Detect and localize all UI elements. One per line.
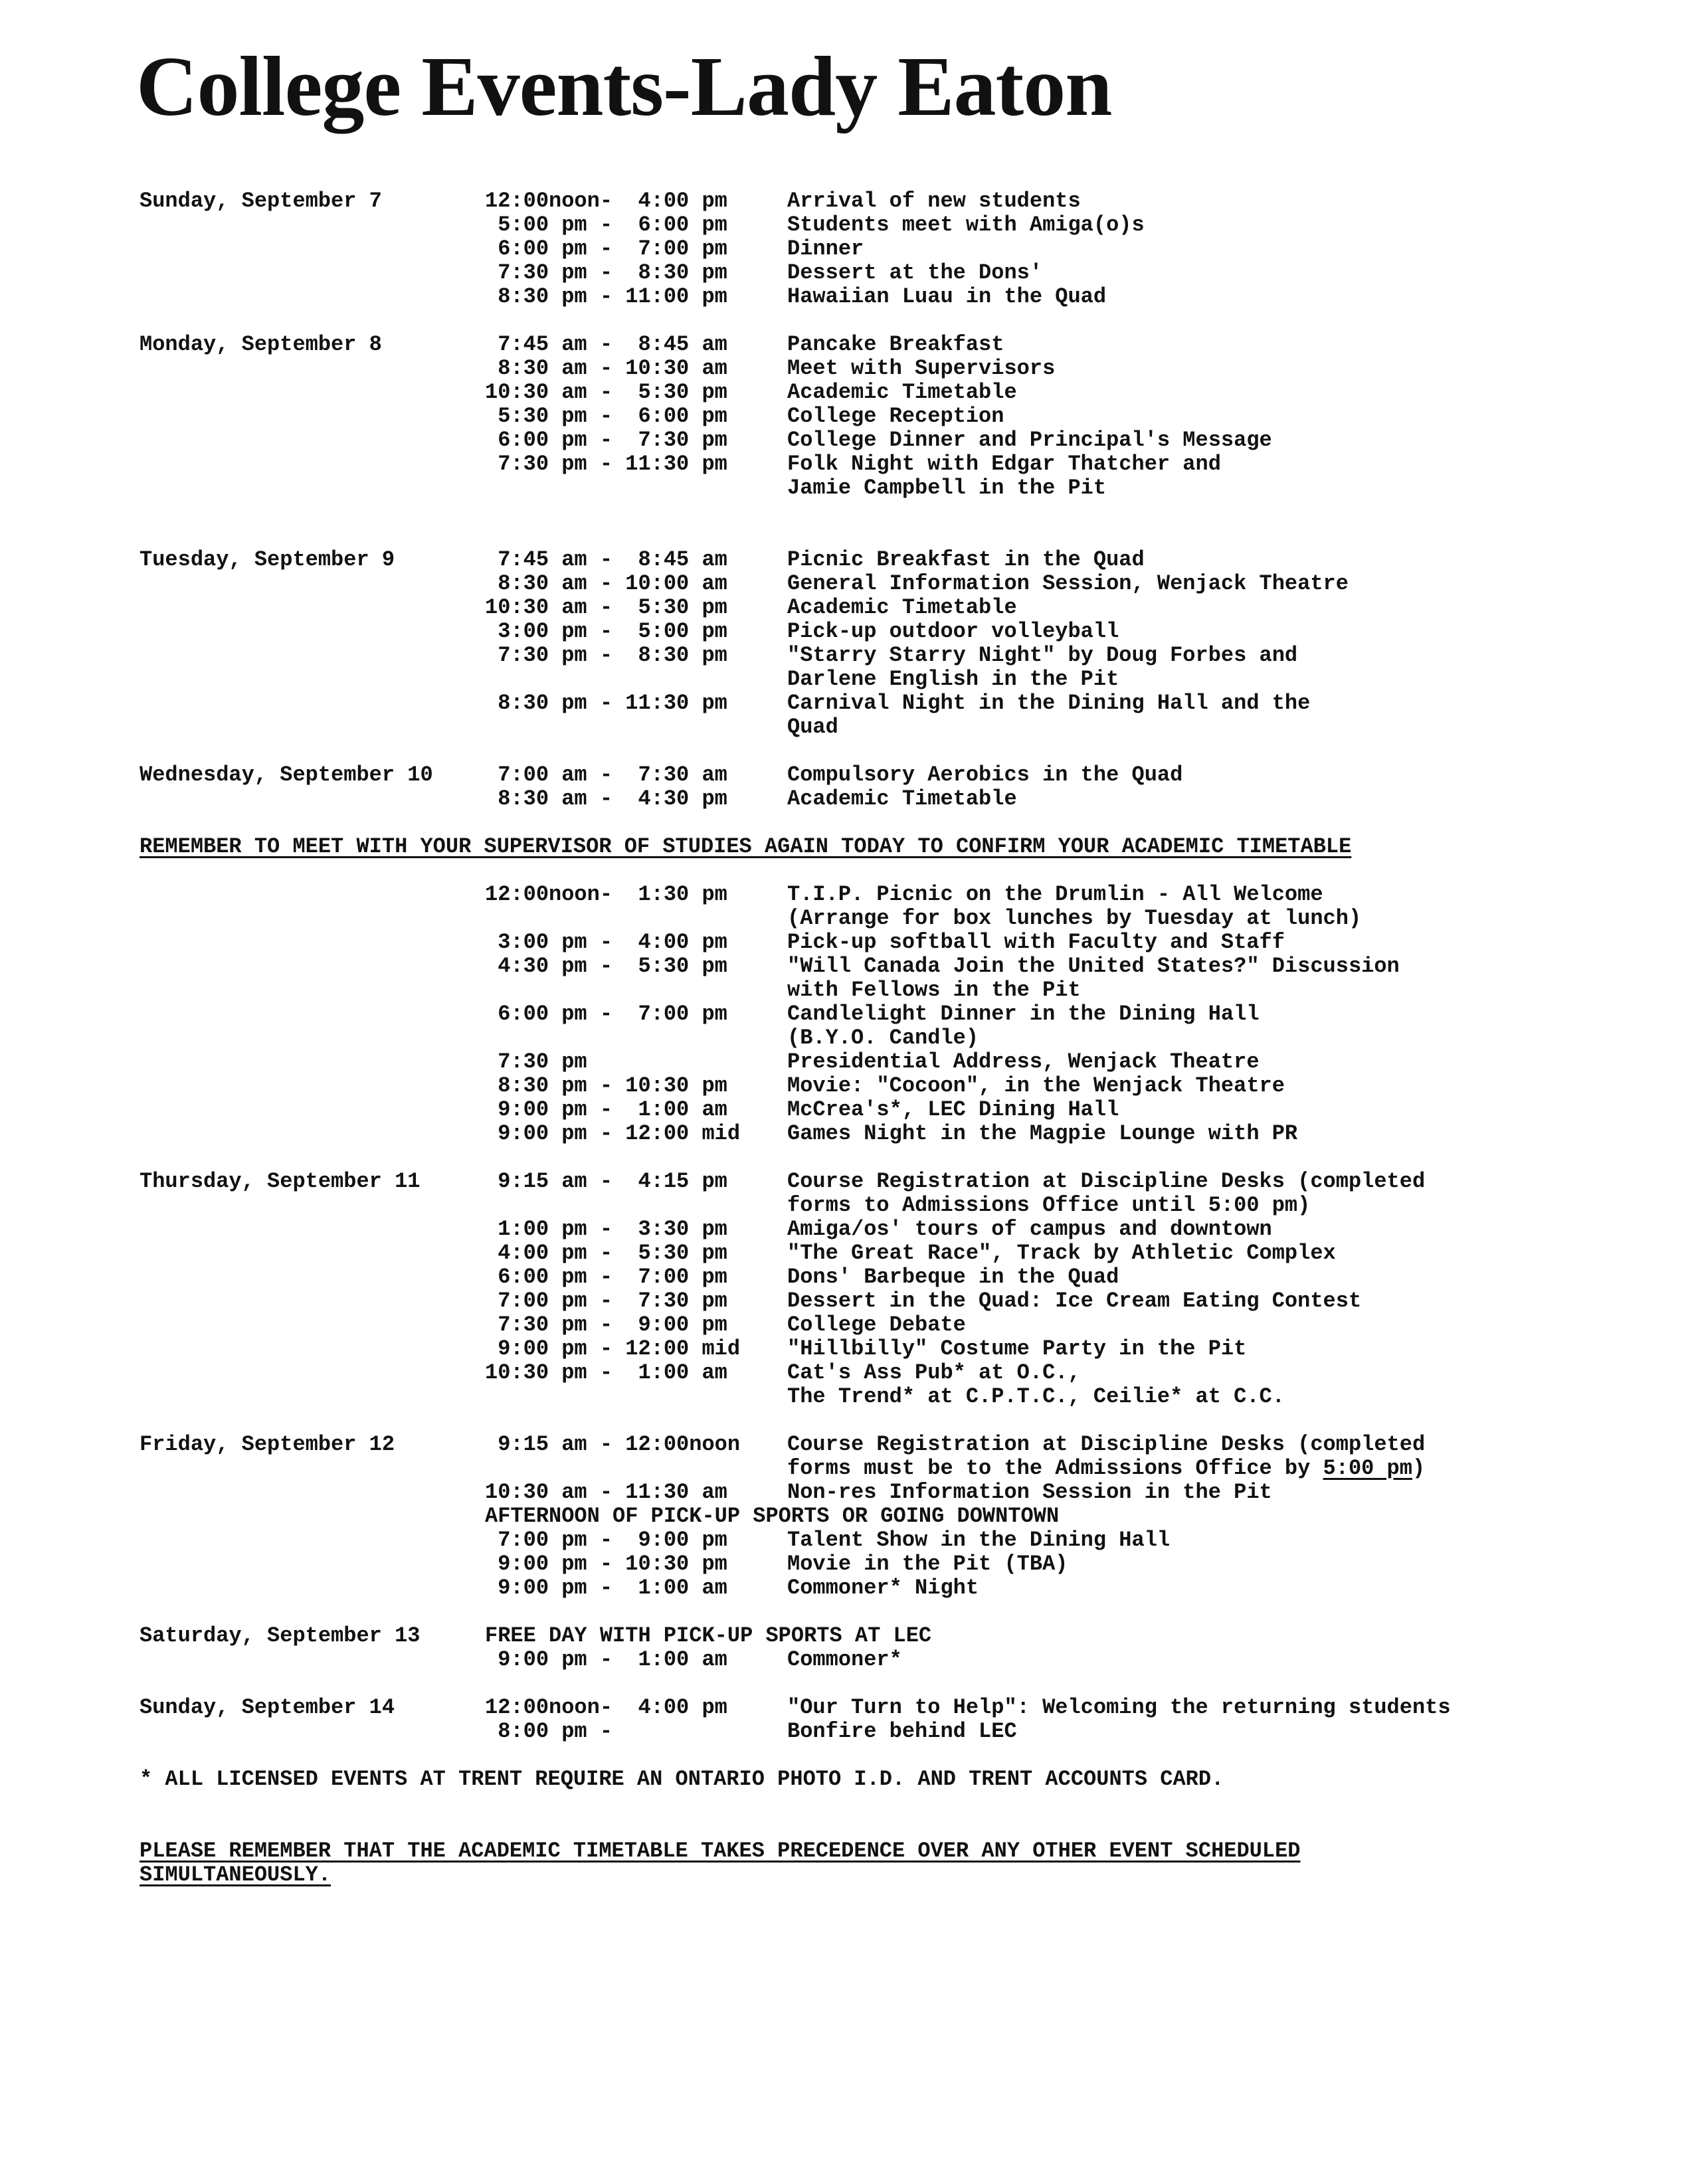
schedule-row: [140, 1074, 1628, 1098]
day-block: [140, 1170, 1628, 1409]
schedule-row: [140, 572, 1628, 596]
event-description: General Information Session, Wenjack Theatre: [787, 571, 1349, 596]
day-label: Tuesday, September 9: [140, 547, 395, 572]
event-time: 4:00 pm - 5:30 pm: [485, 1241, 727, 1265]
schedule-row: [140, 452, 1628, 500]
schedule-row: [140, 548, 1628, 572]
event-time: 10:30 am - 5:30 pm: [485, 380, 727, 405]
event-time: 7:30 pm - 9:00 pm: [485, 1313, 727, 1337]
event-description: "Starry Starry Night" by Doug Forbes and Darlene English in the Pit: [787, 643, 1298, 691]
event-time: 6:00 pm - 7:00 pm: [485, 236, 727, 261]
schedule-row: [140, 1720, 1628, 1744]
event-time: 6:00 pm - 7:00 pm: [485, 1002, 727, 1026]
schedule: [140, 189, 1628, 1887]
event-description: Pick-up softball with Faculty and Staff: [787, 930, 1285, 955]
event-description: Hawaiian Luau in the Quad: [787, 284, 1107, 309]
schedule-row: [140, 691, 1628, 739]
schedule-row: [140, 1050, 1628, 1074]
event-time: 10:30 am - 11:30 am: [485, 1480, 727, 1504]
schedule-row: [140, 333, 1628, 357]
schedule-row: [140, 620, 1628, 644]
event-description: Compulsory Aerobics in the Quad: [787, 763, 1183, 787]
event-time: 9:15 am - 12:00noon: [485, 1432, 741, 1457]
event-description: Cat's Ass Pub* at O.C., The Trend* at C.P.T.C., Ceilie* at C.C.: [787, 1360, 1285, 1409]
event-description: Meet with Supervisors: [787, 356, 1056, 381]
supervisor-reminder-notice: REMEMBER TO MEET WITH YOUR SUPERVISOR OF STUDIES AGAIN TODAY TO CONFIRM YOUR ACADEMIC TIMETABLE: [140, 834, 1352, 859]
licensed-events-footnote: * ALL LICENSED EVENTS AT TRENT REQUIRE AN ONTARIO PHOTO I.D. AND TRENT ACCOUNTS CARD.: [140, 1767, 1224, 1791]
event-time: 9:00 pm - 1:00 am: [485, 1576, 727, 1600]
event-description: Picnic Breakfast in the Quad: [787, 547, 1145, 572]
event-time: 5:30 pm - 6:00 pm: [485, 404, 727, 428]
event-description: "Hillbilly" Costume Party in the Pit: [787, 1336, 1247, 1361]
schedule-row: [140, 1218, 1628, 1241]
event-time: 7:30 pm: [485, 1049, 587, 1074]
event-time: 7:45 am - 8:45 am: [485, 332, 727, 357]
event-time: 8:30 am - 10:30 am: [485, 356, 727, 381]
event-time: 7:30 pm - 8:30 pm: [485, 643, 727, 668]
day-label: Thursday, September 11: [140, 1169, 421, 1194]
schedule-row: [140, 763, 1628, 787]
event-time: 12:00noon- 1:30 pm: [485, 882, 727, 907]
event-time: 7:30 pm - 11:30 pm: [485, 452, 727, 476]
schedule-row: [140, 1433, 1628, 1481]
event-description: College Reception: [787, 404, 1004, 428]
day-label: Friday, September 12: [140, 1432, 395, 1457]
schedule-row: [140, 1122, 1628, 1146]
event-description: Academic Timetable: [787, 380, 1017, 405]
event-description: Bonfire behind LEC: [787, 1719, 1017, 1744]
event-description: Presidential Address, Wenjack Theatre: [787, 1049, 1260, 1074]
day-block: [140, 763, 1628, 811]
page-title: College Events-Lady Eaton: [136, 39, 1112, 134]
event-description: Academic Timetable: [787, 786, 1017, 811]
event-description: McCrea's*, LEC Dining Hall: [787, 1097, 1119, 1122]
schedule-row: [140, 955, 1628, 1002]
event-time: 7:30 pm - 8:30 pm: [485, 260, 727, 285]
schedule-row: [140, 189, 1628, 213]
schedule-row: [140, 1576, 1628, 1600]
event-description: Pick-up outdoor volleyball: [787, 619, 1119, 644]
afternoon-activities: AFTERNOON OF PICK-UP SPORTS OR GOING DOWNTOWN: [485, 1504, 1060, 1528]
schedule-row: [140, 1552, 1628, 1576]
schedule-row: [140, 1528, 1628, 1552]
schedule-row: [140, 1624, 1628, 1648]
event-time: 12:00noon- 4:00 pm: [485, 1695, 727, 1720]
event-time: 9:00 pm - 1:00 am: [485, 1097, 727, 1122]
schedule-row: [140, 1170, 1628, 1218]
day-block: [140, 548, 1628, 739]
event-time: 9:00 pm - 12:00 mid: [485, 1121, 741, 1146]
event-description: Commoner*: [787, 1647, 902, 1672]
event-time: 3:00 pm - 5:00 pm: [485, 619, 727, 644]
schedule-row: [140, 261, 1628, 285]
event-headline: FREE DAY WITH PICK-UP SPORTS AT LEC: [485, 1623, 932, 1648]
event-time: 9:15 am - 4:15 pm: [485, 1169, 727, 1194]
event-description: Candlelight Dinner in the Dining Hall (B.Y.O. Candle): [787, 1002, 1260, 1050]
day-label: Monday, September 8: [140, 332, 382, 357]
event-time: 9:00 pm - 10:30 pm: [485, 1552, 727, 1576]
event-description: Talent Show in the Dining Hall: [787, 1528, 1171, 1552]
event-description: "Will Canada Join the United States?" Discussion with Fellows in the Pit: [787, 954, 1400, 1002]
day-label: Sunday, September 7: [140, 189, 382, 213]
event-description: Carnival Night in the Dining Hall and the Quad: [787, 691, 1311, 739]
day-label: Saturday, September 13: [140, 1623, 421, 1648]
schedule-row: [140, 285, 1628, 309]
event-description: Amiga/os' tours of campus and downtown: [787, 1217, 1272, 1241]
event-time: 4:30 pm - 5:30 pm: [485, 954, 727, 978]
event-time: 6:00 pm - 7:00 pm: [485, 1265, 727, 1289]
day-block: [140, 883, 1628, 1146]
schedule-row: [140, 1337, 1628, 1361]
schedule-row: [140, 1313, 1628, 1337]
event-time: 7:45 am - 8:45 am: [485, 547, 727, 572]
event-description: Dons' Barbeque in the Quad: [787, 1265, 1119, 1289]
day-block: [140, 189, 1628, 309]
event-time: 8:30 pm - 11:30 pm: [485, 691, 727, 715]
schedule-row: [140, 644, 1628, 691]
event-description: Dinner: [787, 236, 864, 261]
event-time: 10:30 am - 5:30 pm: [485, 595, 727, 620]
event-time: 8:30 am - 4:30 pm: [485, 786, 727, 811]
event-description: "Our Turn to Help": Welcoming the returning students: [787, 1695, 1451, 1720]
schedule-row: [140, 357, 1628, 381]
event-description: "The Great Race", Track by Athletic Complex: [787, 1241, 1336, 1265]
event-description: Movie: "Cocoon", in the Wenjack Theatre: [787, 1073, 1285, 1098]
event-time: 8:30 pm - 11:00 pm: [485, 284, 727, 309]
event-description: Games Night in the Magpie Lounge with PR: [787, 1121, 1298, 1146]
event-description: Course Registration at Discipline Desks (completed forms must be to the Admissions Office by 5:00 pm): [787, 1432, 1426, 1481]
schedule-row: [140, 1696, 1628, 1720]
schedule-row: [140, 1265, 1628, 1289]
event-time: 10:30 pm - 1:00 am: [485, 1360, 727, 1385]
schedule-row: [140, 596, 1628, 620]
event-description: College Debate: [787, 1313, 966, 1337]
event-time: 7:00 am - 7:30 am: [485, 763, 727, 787]
schedule-row: [140, 1241, 1628, 1265]
deadline-time: 5:00 pm: [1323, 1456, 1412, 1481]
schedule-row: [140, 1361, 1628, 1409]
event-time: 12:00noon- 4:00 pm: [485, 189, 727, 213]
event-time: 6:00 pm - 7:30 pm: [485, 428, 727, 452]
day-block: [140, 1624, 1628, 1672]
schedule-row: [140, 237, 1628, 261]
event-time: 7:00 pm - 7:30 pm: [485, 1289, 727, 1313]
schedule-row: [140, 787, 1628, 811]
event-description: T.I.P. Picnic on the Drumlin - All Welcome (Arrange for box lunches by Tuesday at lunch): [787, 882, 1362, 931]
timetable-precedence-note: PLEASE REMEMBER THAT THE ACADEMIC TIMETABLE TAKES PRECEDENCE OVER ANY OTHER EVENT SCHEDULED SIMULTANEOUSLY.: [140, 1839, 1301, 1887]
schedule-row: [140, 931, 1628, 955]
schedule-row: [140, 405, 1628, 428]
event-description: Course Registration at Discipline Desks (completed forms to Admissions Office until 5:00 pm): [787, 1169, 1426, 1218]
schedule-row: [140, 1481, 1628, 1504]
day-block: [140, 333, 1628, 500]
event-time: 1:00 pm - 3:30 pm: [485, 1217, 727, 1241]
event-description: Folk Night with Edgar Thatcher and Jamie Campbell in the Pit: [787, 452, 1221, 500]
schedule-row: [140, 883, 1628, 931]
schedule-row: [140, 1002, 1628, 1050]
schedule-row: [140, 381, 1628, 405]
event-description: Academic Timetable: [787, 595, 1017, 620]
event-description: Non-res Information Session in the Pit: [787, 1480, 1272, 1504]
day-block: [140, 1696, 1628, 1744]
event-time: 7:00 pm - 9:00 pm: [485, 1528, 727, 1552]
event-time: 8:00 pm -: [485, 1719, 613, 1744]
event-time: 5:00 pm - 6:00 pm: [485, 213, 727, 237]
schedule-row: [140, 1648, 1628, 1672]
event-description: Pancake Breakfast: [787, 332, 1004, 357]
event-time: 9:00 pm - 1:00 am: [485, 1647, 727, 1672]
event-description: Students meet with Amiga(o)s: [787, 213, 1145, 237]
day-label: Sunday, September 14: [140, 1695, 395, 1720]
event-time: 3:00 pm - 4:00 pm: [485, 930, 727, 955]
event-description: Arrival of new students: [787, 189, 1081, 213]
event-time: 8:30 pm - 10:30 pm: [485, 1073, 727, 1098]
event-time: 8:30 am - 10:00 am: [485, 571, 727, 596]
event-description: Commoner* Night: [787, 1576, 979, 1600]
schedule-row: [140, 1289, 1628, 1313]
day-label: Wednesday, September 10: [140, 763, 433, 787]
event-time: 9:00 pm - 12:00 mid: [485, 1336, 741, 1361]
schedule-row: [140, 213, 1628, 237]
schedule-row: [140, 428, 1628, 452]
event-description: Dessert at the Dons': [787, 260, 1043, 285]
schedule-row: [140, 1098, 1628, 1122]
event-description: College Dinner and Principal's Message: [787, 428, 1272, 452]
day-block: [140, 1433, 1628, 1600]
event-description: Movie in the Pit (TBA): [787, 1552, 1068, 1576]
event-description: Dessert in the Quad: Ice Cream Eating Contest: [787, 1289, 1362, 1313]
